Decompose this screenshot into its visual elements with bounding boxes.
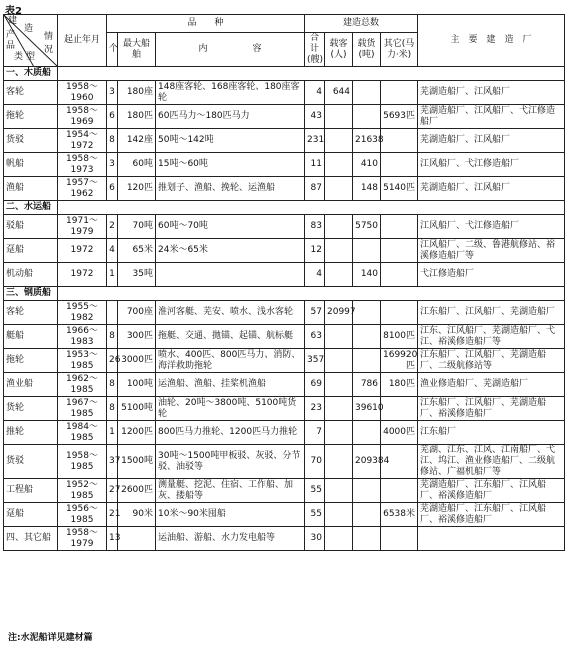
table-row (4, 503, 565, 527)
cell-builders (418, 527, 565, 551)
cell-type: 货轮 (4, 397, 58, 421)
cell-pax: 644 (325, 81, 353, 105)
cell-count: 8 (107, 373, 118, 397)
cell-count: 8 (107, 397, 118, 421)
cell-cargo (353, 479, 381, 503)
cell-pax (325, 503, 353, 527)
cell-content: 24米～65米 (156, 239, 305, 263)
cell-sum: 231 (305, 129, 325, 153)
section-row (4, 67, 565, 81)
cell-content: 运油船、游船、水力发电船等 (156, 527, 305, 551)
diagonal-header-cell (4, 15, 58, 67)
cell-type: 渔业船 (4, 373, 58, 397)
cell-builders: 芜湖造船厂、江东船厂、江风船厂、裕溪修造船厂 (418, 503, 565, 527)
cell-max: 60吨 (118, 153, 156, 177)
cell-max: 65米 (118, 239, 156, 263)
cell-count: 37 (107, 445, 118, 479)
cell-builders: 芜湖造船厂、江东船厂、江风船厂、裕溪修造船厂 (418, 479, 565, 503)
cell-sum: 7 (305, 421, 325, 445)
cell-type: 推轮 (4, 421, 58, 445)
table-row (4, 177, 565, 201)
cell-sum: 57 (305, 301, 325, 325)
cell-other (381, 479, 418, 503)
cell-pax (325, 527, 353, 551)
cell-max: 2600匹 (118, 479, 156, 503)
cell-cargo (353, 81, 381, 105)
cell-cargo (353, 105, 381, 129)
cell-count: 4 (107, 239, 118, 263)
header-sum: 合计(艘) (305, 33, 325, 67)
cell-sum: 83 (305, 215, 325, 239)
cell-content: 淮河客艇、芜安、喷水、浅水客轮 (156, 301, 305, 325)
cell-cargo: 39610 (353, 397, 381, 421)
cell-builders: 芜湖造船厂、江风船厂 (418, 129, 565, 153)
cell-other: 169920匹 (381, 349, 418, 373)
cell-sum: 69 (305, 373, 325, 397)
cell-content (156, 263, 305, 287)
cell-content: 800匹马力推轮、1200匹马力推轮 (156, 421, 305, 445)
cell-pax (325, 421, 353, 445)
cell-count: 26 (107, 349, 118, 373)
section-fill (58, 67, 565, 81)
cell-content: 拖艇、交通、拋锚、起锚、航标艇 (156, 325, 305, 349)
cell-type: 客轮 (4, 301, 58, 325)
cell-sum: 30 (305, 527, 325, 551)
table-row (4, 397, 565, 421)
cell-years: 1953～1985 (58, 349, 107, 373)
cell-cargo (353, 325, 381, 349)
table-row (4, 373, 565, 397)
cell-max: 3000匹 (118, 349, 156, 373)
cell-years: 1971～1979 (58, 215, 107, 239)
cell-sum: 4 (305, 263, 325, 287)
cell-pax (325, 325, 353, 349)
cell-count: 27 (107, 479, 118, 503)
cell-builders: 弋江修造船厂 (418, 263, 565, 287)
header-years: 起止年月 (58, 15, 107, 67)
table-row (4, 301, 565, 325)
cell-count: 3 (107, 153, 118, 177)
cell-other: 5140匹 (381, 177, 418, 201)
cell-pax (325, 105, 353, 129)
table-row (4, 325, 565, 349)
cell-pax (325, 153, 353, 177)
cell-type: 艇船 (4, 325, 58, 349)
cell-max: 100吨 (118, 373, 156, 397)
cell-cargo: 148 (353, 177, 381, 201)
cell-years: 1952～1985 (58, 479, 107, 503)
cell-sum: 357 (305, 349, 325, 373)
cell-pax (325, 349, 353, 373)
cell-other (381, 81, 418, 105)
cell-content: 油轮、20吨～3800吨、5100吨货轮 (156, 397, 305, 421)
cell-other (381, 153, 418, 177)
table-row (4, 239, 565, 263)
cell-pax (325, 445, 353, 479)
cell-count: 8 (107, 129, 118, 153)
cell-sum: 63 (305, 325, 325, 349)
cell-other (381, 301, 418, 325)
cell-pax (325, 215, 353, 239)
cell-count: 6 (107, 105, 118, 129)
section-title: 三、钢质船 (4, 287, 58, 301)
cell-pax (325, 263, 353, 287)
section-row (4, 287, 565, 301)
cell-pax: 20997 (325, 301, 353, 325)
diag-char: 情 (44, 32, 54, 42)
cell-years: 1958～1960 (58, 81, 107, 105)
header-variety: 品 种 (107, 15, 305, 33)
diag-char: 型 (26, 52, 36, 62)
diag-char: 建 (8, 16, 18, 26)
cell-cargo (353, 421, 381, 445)
cell-builders: 江风船厂、二级、鲁港航修站、裕溪修造船厂等 (418, 239, 565, 263)
cell-content: 测量艇、挖泥、住宿、工作船、加灰、搂船等 (156, 479, 305, 503)
cell-other: 6538米 (381, 503, 418, 527)
table-row (4, 349, 565, 373)
cell-years: 1967～1985 (58, 397, 107, 421)
cell-years: 1958～1969 (58, 105, 107, 129)
cell-max: 120匹 (118, 177, 156, 201)
cell-cargo (353, 349, 381, 373)
cell-cargo: 140 (353, 263, 381, 287)
table-row (4, 153, 565, 177)
cell-cargo (353, 527, 381, 551)
cell-years: 1958～1979 (58, 527, 107, 551)
cell-sum: 43 (305, 105, 325, 129)
cell-content: 50吨～142吨 (156, 129, 305, 153)
cell-builders: 江东船厂、江风船厂、芜湖造船厂、二级航修站等 (418, 349, 565, 373)
cell-years: 1984～1985 (58, 421, 107, 445)
cell-count (107, 301, 118, 325)
cell-other (381, 129, 418, 153)
cell-cargo (353, 301, 381, 325)
cell-builders: 江东、江风船厂、芜湖造船厂、弋江、裕溪修造船厂等 (418, 325, 565, 349)
shipbuilding-table (3, 14, 565, 551)
header-cargo: 载货(吨) (353, 33, 381, 67)
table-row (4, 105, 565, 129)
cell-content: 15吨～60吨 (156, 153, 305, 177)
table-row (4, 129, 565, 153)
cell-years: 1966～1983 (58, 325, 107, 349)
cell-max: 300匹 (118, 325, 156, 349)
cell-years: 1956～1985 (58, 503, 107, 527)
cell-builders: 芜湖造船厂、江风船厂 (418, 81, 565, 105)
cell-years: 1972 (58, 263, 107, 287)
cell-cargo: 410 (353, 153, 381, 177)
cell-other (381, 239, 418, 263)
diag-char: 况 (44, 45, 54, 55)
cell-type: 货驳 (4, 445, 58, 479)
cell-type: 货驳 (4, 129, 58, 153)
cell-max: 5100吨 (118, 397, 156, 421)
cell-other: 180匹 (381, 373, 418, 397)
cell-type: 帆船 (4, 153, 58, 177)
cell-max: 700座 (118, 301, 156, 325)
cell-content: 60匹马力～180匹马力 (156, 105, 305, 129)
cell-other: 8100匹 (381, 325, 418, 349)
header-pax: 载客(人) (325, 33, 353, 67)
section-fill (58, 287, 565, 301)
cell-builders: 芜湖造船厂、江风船厂、弋江修造船厂 (418, 105, 565, 129)
cell-max: 142座 (118, 129, 156, 153)
cell-max: 180座 (118, 81, 156, 105)
section-title: 二、水运船 (4, 201, 58, 215)
cell-type: 驳船 (4, 215, 58, 239)
table-row (4, 479, 565, 503)
cell-other (381, 263, 418, 287)
cell-count: 6 (107, 177, 118, 201)
cell-count: 13 (107, 527, 118, 551)
cell-builders: 芜湖造船厂、江风船厂 (418, 177, 565, 201)
cell-years: 1955～1982 (58, 301, 107, 325)
cell-builders: 江风船厂、弋江修造船厂 (418, 153, 565, 177)
cell-pax (325, 373, 353, 397)
cell-pax (325, 239, 353, 263)
table-row (4, 81, 565, 105)
table-row (4, 445, 565, 479)
cell-cargo: 21638 (353, 129, 381, 153)
cell-cargo: 786 (353, 373, 381, 397)
diag-char: 品 (6, 41, 16, 51)
cell-content: 推划子、渔船、挽轮、运渔船 (156, 177, 305, 201)
section-row (4, 201, 565, 215)
cell-count: 2 (107, 215, 118, 239)
cell-other: 5693匹 (381, 105, 418, 129)
cell-max: 180匹 (118, 105, 156, 129)
cell-max: 1500吨 (118, 445, 156, 479)
cell-sum: 55 (305, 479, 325, 503)
cell-sum: 87 (305, 177, 325, 201)
diag-char: 产 (6, 30, 16, 40)
cell-type: 渔船 (4, 177, 58, 201)
header-other: 其它(马力·米) (381, 33, 418, 67)
cell-max: 1200匹 (118, 421, 156, 445)
cell-type: 趸船 (4, 503, 58, 527)
footnote: 注:水泥船详见建材篇 (8, 633, 93, 643)
header-builders: 主 要 建 造 厂 (418, 15, 565, 67)
cell-max: 35吨 (118, 263, 156, 287)
cell-sum: 12 (305, 239, 325, 263)
cell-count: 8 (107, 325, 118, 349)
cell-pax (325, 129, 353, 153)
table-body (4, 67, 565, 551)
cell-years: 1954～1972 (58, 129, 107, 153)
cell-other (381, 397, 418, 421)
cell-years: 1958～1985 (58, 445, 107, 479)
table-caption: 表2 (5, 6, 22, 17)
cell-count: 21 (107, 503, 118, 527)
cell-type: 拖轮 (4, 349, 58, 373)
cell-content: 60吨～70吨 (156, 215, 305, 239)
cell-count: 1 (107, 421, 118, 445)
cell-type: 机动船 (4, 263, 58, 287)
cell-builders: 渔业修造船厂、芜湖造船厂 (418, 373, 565, 397)
cell-type: 拖轮 (4, 105, 58, 129)
table-row (4, 527, 565, 551)
cell-cargo: 209384 (353, 445, 381, 479)
diag-char: 类 (14, 52, 24, 62)
cell-count: 1 (107, 263, 118, 287)
cell-builders: 江东船厂、江风船厂、芜湖造船厂 (418, 301, 565, 325)
cell-builders: 江东船厂 (418, 421, 565, 445)
cell-type: 客轮 (4, 81, 58, 105)
cell-sum: 11 (305, 153, 325, 177)
cell-years: 1972 (58, 239, 107, 263)
cell-other (381, 215, 418, 239)
section-fill (58, 201, 565, 215)
cell-years: 1958～1973 (58, 153, 107, 177)
cell-content: 30吨～1500吨甲板驳、灰驳、分节驳、油驳等 (156, 445, 305, 479)
cell-content: 148座客轮、168座客轮、180座客轮 (156, 81, 305, 105)
cell-sum: 55 (305, 503, 325, 527)
cell-other (381, 527, 418, 551)
cell-sum: 4 (305, 81, 325, 105)
cell-cargo: 5750 (353, 215, 381, 239)
cell-pax (325, 397, 353, 421)
diag-char: 造 (24, 24, 34, 34)
cell-max: 70吨 (118, 215, 156, 239)
cell-builders: 芜湖、江东、江风、江南船厂、弋江、坞江、渔业修造船厂、二级航修站、广福机船厂等 (418, 445, 565, 479)
cell-sum: 23 (305, 397, 325, 421)
table-row (4, 215, 565, 239)
cell-content: 运渔船、渔船、挂桨机渔船 (156, 373, 305, 397)
header-max: 最大船舶 (118, 33, 156, 67)
cell-max (118, 527, 156, 551)
cell-cargo (353, 503, 381, 527)
cell-content: 喷水、400匹、800匹马力、消防、海洋救助拖轮 (156, 349, 305, 373)
cell-max: 90米 (118, 503, 156, 527)
cell-pax (325, 177, 353, 201)
cell-type: 趸船 (4, 239, 58, 263)
cell-builders: 江风船厂、弋江修造船厂 (418, 215, 565, 239)
cell-sum: 70 (305, 445, 325, 479)
cell-content: 10米～90米囤船 (156, 503, 305, 527)
section-title: 一、木质船 (4, 67, 58, 81)
cell-other: 4000匹 (381, 421, 418, 445)
cell-cargo (353, 239, 381, 263)
cell-years: 1962～1985 (58, 373, 107, 397)
cell-type: 工程船 (4, 479, 58, 503)
header-count: 个 (107, 33, 118, 67)
cell-type: 四、其它船 (4, 527, 58, 551)
header-content: 内 容 (156, 33, 305, 67)
cell-builders: 江东船厂、江风船厂、芜湖造船厂、裕溪修造船厂 (418, 397, 565, 421)
cell-years: 1957～1962 (58, 177, 107, 201)
header-totals: 建造总数 (305, 15, 418, 33)
table-row (4, 421, 565, 445)
cell-count: 3 (107, 81, 118, 105)
cell-pax (325, 479, 353, 503)
table-row (4, 263, 565, 287)
